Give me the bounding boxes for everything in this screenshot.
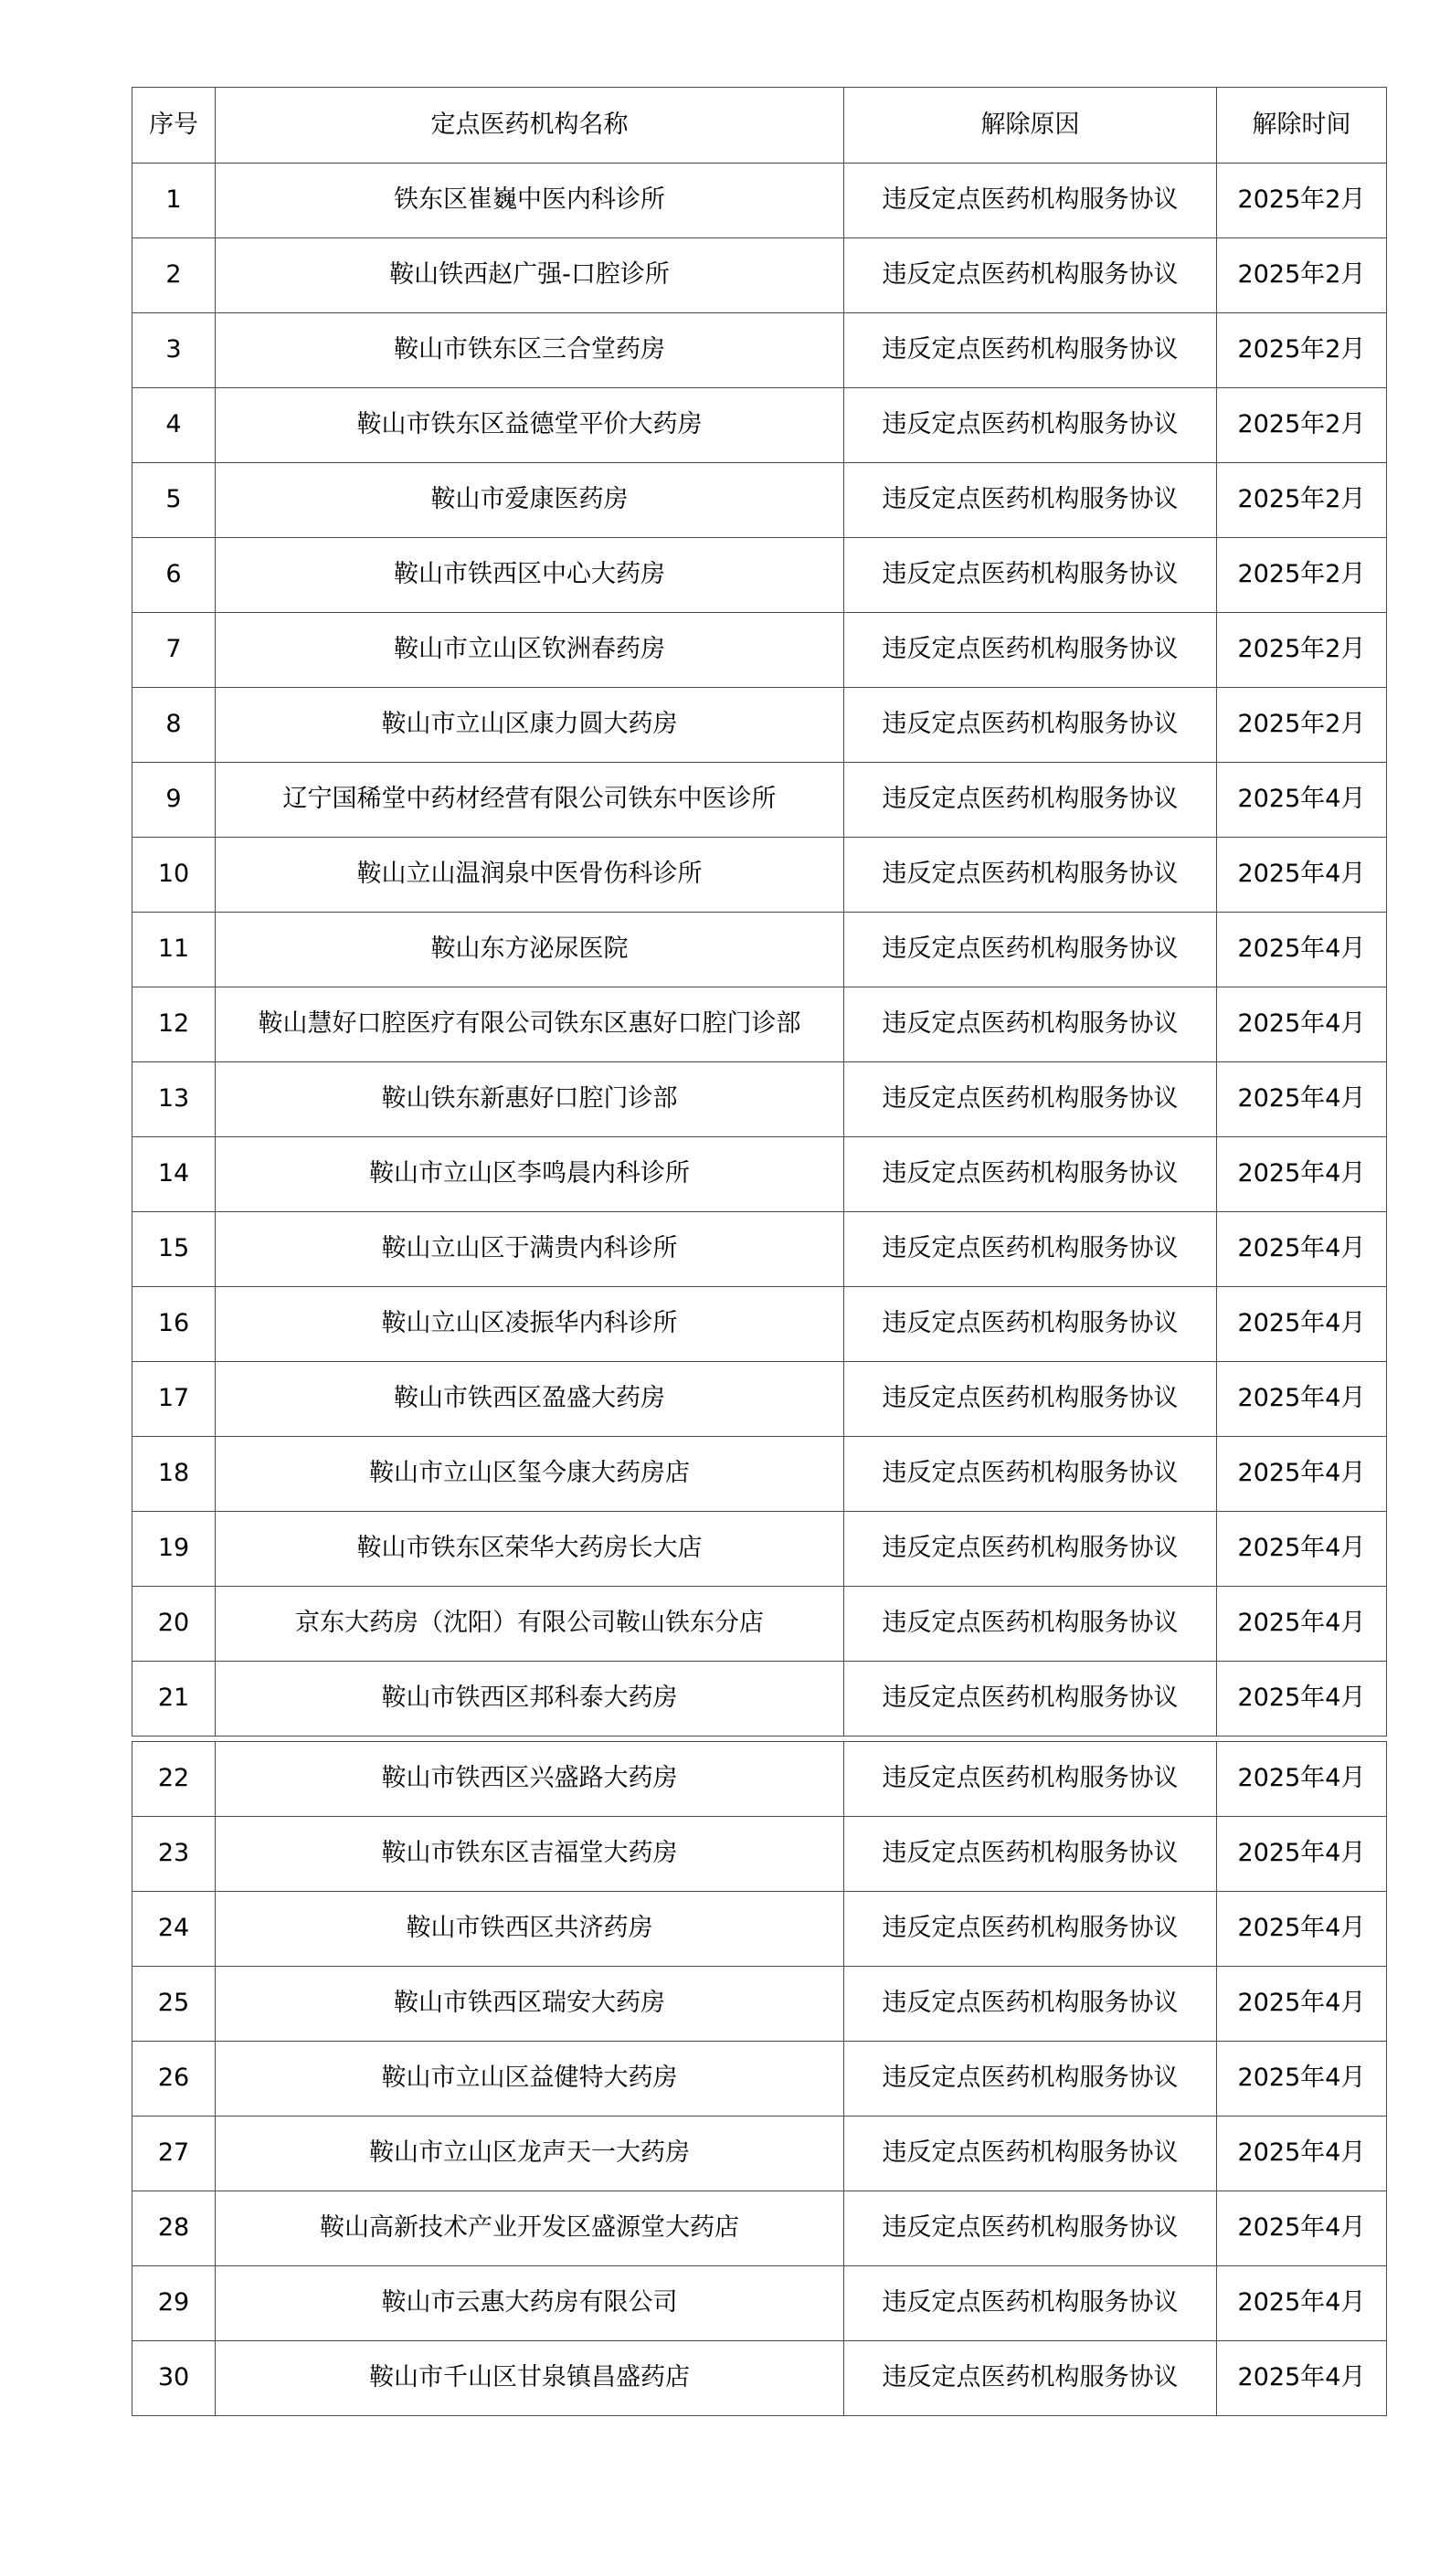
cell-removal-time: 2025年4月 <box>1217 913 1387 987</box>
cell-removal-reason: 违反定点医药机构服务协议 <box>844 1967 1217 2042</box>
cell-serial-number: 25 <box>132 1967 216 2042</box>
cell-institution-name: 鞍山铁东新惠好口腔门诊部 <box>216 1062 844 1137</box>
cell-removal-time: 2025年2月 <box>1217 538 1387 613</box>
cell-removal-reason: 违反定点医药机构服务协议 <box>844 1587 1217 1662</box>
cell-removal-time: 2025年2月 <box>1217 164 1387 238</box>
cell-institution-name: 鞍山市千山区甘泉镇昌盛药店 <box>216 2341 844 2416</box>
table-row <box>132 2191 1387 2266</box>
cell-serial-number: 1 <box>132 164 216 238</box>
cell-institution-name: 鞍山慧好口腔医疗有限公司铁东区惠好口腔门诊部 <box>216 987 844 1062</box>
cell-serial-number: 26 <box>132 2042 216 2117</box>
table-row <box>132 1437 1387 1512</box>
table-row <box>132 2266 1387 2341</box>
header-removal-time: 解除时间 <box>1217 88 1387 164</box>
cell-institution-name: 鞍山市铁西区共济药房 <box>216 1892 844 1967</box>
cell-serial-number: 8 <box>132 688 216 763</box>
cell-removal-time: 2025年4月 <box>1217 1662 1387 1737</box>
cell-institution-name: 鞍山东方泌尿医院 <box>216 913 844 987</box>
table-header-row <box>132 88 1387 164</box>
cell-removal-time: 2025年4月 <box>1217 838 1387 913</box>
table-row <box>132 1512 1387 1587</box>
cell-removal-time: 2025年4月 <box>1217 1437 1387 1512</box>
cell-removal-time: 2025年4月 <box>1217 1892 1387 1967</box>
cell-serial-number: 3 <box>132 313 216 388</box>
cell-removal-time: 2025年4月 <box>1217 1212 1387 1287</box>
cell-removal-reason: 违反定点医药机构服务协议 <box>844 613 1217 688</box>
cell-serial-number: 13 <box>132 1062 216 1137</box>
cell-institution-name: 鞍山市爱康医药房 <box>216 463 844 538</box>
cell-serial-number: 22 <box>132 1742 216 1817</box>
cell-removal-reason: 违反定点医药机构服务协议 <box>844 1662 1217 1737</box>
cell-removal-time: 2025年4月 <box>1217 1287 1387 1362</box>
cell-removal-reason: 违反定点医药机构服务协议 <box>844 313 1217 388</box>
cell-removal-reason: 违反定点医药机构服务协议 <box>844 1212 1217 1287</box>
cell-serial-number: 24 <box>132 1892 216 1967</box>
table-row <box>132 1967 1387 2042</box>
cell-serial-number: 18 <box>132 1437 216 1512</box>
table-row <box>132 388 1387 463</box>
table-row <box>132 613 1387 688</box>
cell-serial-number: 17 <box>132 1362 216 1437</box>
cell-removal-reason: 违反定点医药机构服务协议 <box>844 838 1217 913</box>
cell-removal-reason: 违反定点医药机构服务协议 <box>844 987 1217 1062</box>
cell-institution-name: 鞍山立山区凌振华内科诊所 <box>216 1287 844 1362</box>
cell-removal-reason: 违反定点医药机构服务协议 <box>844 2117 1217 2191</box>
document-sheet <box>132 87 1386 2416</box>
cell-institution-name: 鞍山市铁东区荣华大药房长大店 <box>216 1512 844 1587</box>
cell-removal-reason: 违反定点医药机构服务协议 <box>844 164 1217 238</box>
table-row <box>132 1062 1387 1137</box>
table-row <box>132 1742 1387 1817</box>
cell-institution-name: 鞍山高新技术产业开发区盛源堂大药店 <box>216 2191 844 2266</box>
cell-removal-time: 2025年4月 <box>1217 1137 1387 1212</box>
cell-serial-number: 5 <box>132 463 216 538</box>
cell-removal-time: 2025年2月 <box>1217 613 1387 688</box>
cell-serial-number: 27 <box>132 2117 216 2191</box>
cell-institution-name: 鞍山市铁西区瑞安大药房 <box>216 1967 844 2042</box>
cell-serial-number: 9 <box>132 763 216 838</box>
cell-institution-name: 鞍山市立山区龙声天一大药房 <box>216 2117 844 2191</box>
cell-institution-name: 鞍山市立山区康力圆大药房 <box>216 688 844 763</box>
cell-institution-name: 鞍山市立山区玺今康大药房店 <box>216 1437 844 1512</box>
cell-serial-number: 10 <box>132 838 216 913</box>
cell-removal-time: 2025年4月 <box>1217 1587 1387 1662</box>
cell-removal-reason: 违反定点医药机构服务协议 <box>844 1512 1217 1587</box>
cell-removal-time: 2025年4月 <box>1217 2266 1387 2341</box>
cell-removal-time: 2025年2月 <box>1217 313 1387 388</box>
cell-removal-reason: 违反定点医药机构服务协议 <box>844 1437 1217 1512</box>
cell-serial-number: 2 <box>132 238 216 313</box>
cell-removal-reason: 违反定点医药机构服务协议 <box>844 763 1217 838</box>
header-removal-reason: 解除原因 <box>844 88 1217 164</box>
cell-removal-time: 2025年2月 <box>1217 688 1387 763</box>
cell-removal-reason: 违反定点医药机构服务协议 <box>844 2266 1217 2341</box>
cell-institution-name: 鞍山市铁东区益德堂平价大药房 <box>216 388 844 463</box>
cell-institution-name: 鞍山铁西赵广强-口腔诊所 <box>216 238 844 313</box>
cell-institution-name: 鞍山市铁西区兴盛路大药房 <box>216 1742 844 1817</box>
cell-serial-number: 14 <box>132 1137 216 1212</box>
cell-removal-reason: 违反定点医药机构服务协议 <box>844 1817 1217 1892</box>
cell-removal-reason: 违反定点医药机构服务协议 <box>844 1742 1217 1817</box>
cell-removal-time: 2025年4月 <box>1217 1062 1387 1137</box>
table-row <box>132 2117 1387 2191</box>
cell-serial-number: 11 <box>132 913 216 987</box>
table-row <box>132 238 1387 313</box>
cell-institution-name: 鞍山市铁西区中心大药房 <box>216 538 844 613</box>
table-row <box>132 763 1387 838</box>
table-row <box>132 987 1387 1062</box>
cell-institution-name: 京东大药房（沈阳）有限公司鞍山铁东分店 <box>216 1587 844 1662</box>
table-row <box>132 1212 1387 1287</box>
cell-removal-time: 2025年4月 <box>1217 1817 1387 1892</box>
cell-removal-reason: 违反定点医药机构服务协议 <box>844 2341 1217 2416</box>
cell-removal-reason: 违反定点医药机构服务协议 <box>844 688 1217 763</box>
cell-removal-time: 2025年2月 <box>1217 388 1387 463</box>
table-row <box>132 2042 1387 2117</box>
cell-removal-reason: 违反定点医药机构服务协议 <box>844 238 1217 313</box>
header-serial-number: 序号 <box>132 88 216 164</box>
table-body-part-2 <box>132 1742 1387 2416</box>
cell-removal-time: 2025年4月 <box>1217 2117 1387 2191</box>
cell-serial-number: 21 <box>132 1662 216 1737</box>
cell-institution-name: 鞍山市立山区李鸣晨内科诊所 <box>216 1137 844 1212</box>
institution-table <box>132 87 1387 1737</box>
cell-removal-time: 2025年4月 <box>1217 2042 1387 2117</box>
cell-institution-name: 鞍山市铁西区邦科泰大药房 <box>216 1662 844 1737</box>
cell-serial-number: 23 <box>132 1817 216 1892</box>
cell-removal-time: 2025年2月 <box>1217 463 1387 538</box>
table-row <box>132 688 1387 763</box>
cell-serial-number: 15 <box>132 1212 216 1287</box>
cell-serial-number: 12 <box>132 987 216 1062</box>
cell-removal-reason: 违反定点医药机构服务协议 <box>844 2191 1217 2266</box>
cell-institution-name: 鞍山市铁东区三合堂药房 <box>216 313 844 388</box>
cell-removal-reason: 违反定点医药机构服务协议 <box>844 2042 1217 2117</box>
cell-serial-number: 7 <box>132 613 216 688</box>
cell-institution-name: 鞍山市立山区钦洲春药房 <box>216 613 844 688</box>
cell-removal-reason: 违反定点医药机构服务协议 <box>844 1287 1217 1362</box>
cell-removal-reason: 违反定点医药机构服务协议 <box>844 388 1217 463</box>
cell-serial-number: 19 <box>132 1512 216 1587</box>
table-row <box>132 913 1387 987</box>
cell-removal-time: 2025年2月 <box>1217 238 1387 313</box>
cell-serial-number: 4 <box>132 388 216 463</box>
table-row <box>132 538 1387 613</box>
cell-removal-time: 2025年4月 <box>1217 1967 1387 2042</box>
cell-institution-name: 鞍山立山温润泉中医骨伤科诊所 <box>216 838 844 913</box>
table-row <box>132 1662 1387 1737</box>
cell-institution-name: 辽宁国稀堂中药材经营有限公司铁东中医诊所 <box>216 763 844 838</box>
cell-removal-time: 2025年4月 <box>1217 2341 1387 2416</box>
table-row <box>132 1137 1387 1212</box>
cell-removal-time: 2025年4月 <box>1217 987 1387 1062</box>
cell-institution-name: 铁东区崔巍中医内科诊所 <box>216 164 844 238</box>
cell-serial-number: 29 <box>132 2266 216 2341</box>
cell-removal-reason: 违反定点医药机构服务协议 <box>844 1137 1217 1212</box>
cell-removal-time: 2025年4月 <box>1217 1362 1387 1437</box>
table-row <box>132 838 1387 913</box>
cell-serial-number: 16 <box>132 1287 216 1362</box>
table-row <box>132 1287 1387 1362</box>
institution-table-continued <box>132 1741 1387 2416</box>
table-row <box>132 2341 1387 2416</box>
cell-institution-name: 鞍山市铁西区盈盛大药房 <box>216 1362 844 1437</box>
cell-removal-time: 2025年4月 <box>1217 1512 1387 1587</box>
cell-removal-reason: 违反定点医药机构服务协议 <box>844 538 1217 613</box>
table-row <box>132 1892 1387 1967</box>
cell-serial-number: 30 <box>132 2341 216 2416</box>
cell-removal-reason: 违反定点医药机构服务协议 <box>844 1362 1217 1437</box>
cell-removal-time: 2025年4月 <box>1217 763 1387 838</box>
cell-removal-time: 2025年4月 <box>1217 2191 1387 2266</box>
cell-institution-name: 鞍山立山区于满贵内科诊所 <box>216 1212 844 1287</box>
cell-serial-number: 20 <box>132 1587 216 1662</box>
cell-institution-name: 鞍山市铁东区吉福堂大药房 <box>216 1817 844 1892</box>
cell-removal-time: 2025年4月 <box>1217 1742 1387 1817</box>
table-row <box>132 463 1387 538</box>
table-row <box>132 164 1387 238</box>
cell-removal-reason: 违反定点医药机构服务协议 <box>844 1062 1217 1137</box>
cell-removal-reason: 违反定点医药机构服务协议 <box>844 1892 1217 1967</box>
cell-removal-reason: 违反定点医药机构服务协议 <box>844 463 1217 538</box>
cell-institution-name: 鞍山市云惠大药房有限公司 <box>216 2266 844 2341</box>
table-row <box>132 313 1387 388</box>
cell-institution-name: 鞍山市立山区益健特大药房 <box>216 2042 844 2117</box>
cell-serial-number: 6 <box>132 538 216 613</box>
table-row <box>132 1817 1387 1892</box>
header-institution-name: 定点医药机构名称 <box>216 88 844 164</box>
table-row <box>132 1587 1387 1662</box>
cell-serial-number: 28 <box>132 2191 216 2266</box>
cell-removal-reason: 违反定点医药机构服务协议 <box>844 913 1217 987</box>
table-body-part-1 <box>132 164 1387 1737</box>
table-row <box>132 1362 1387 1437</box>
